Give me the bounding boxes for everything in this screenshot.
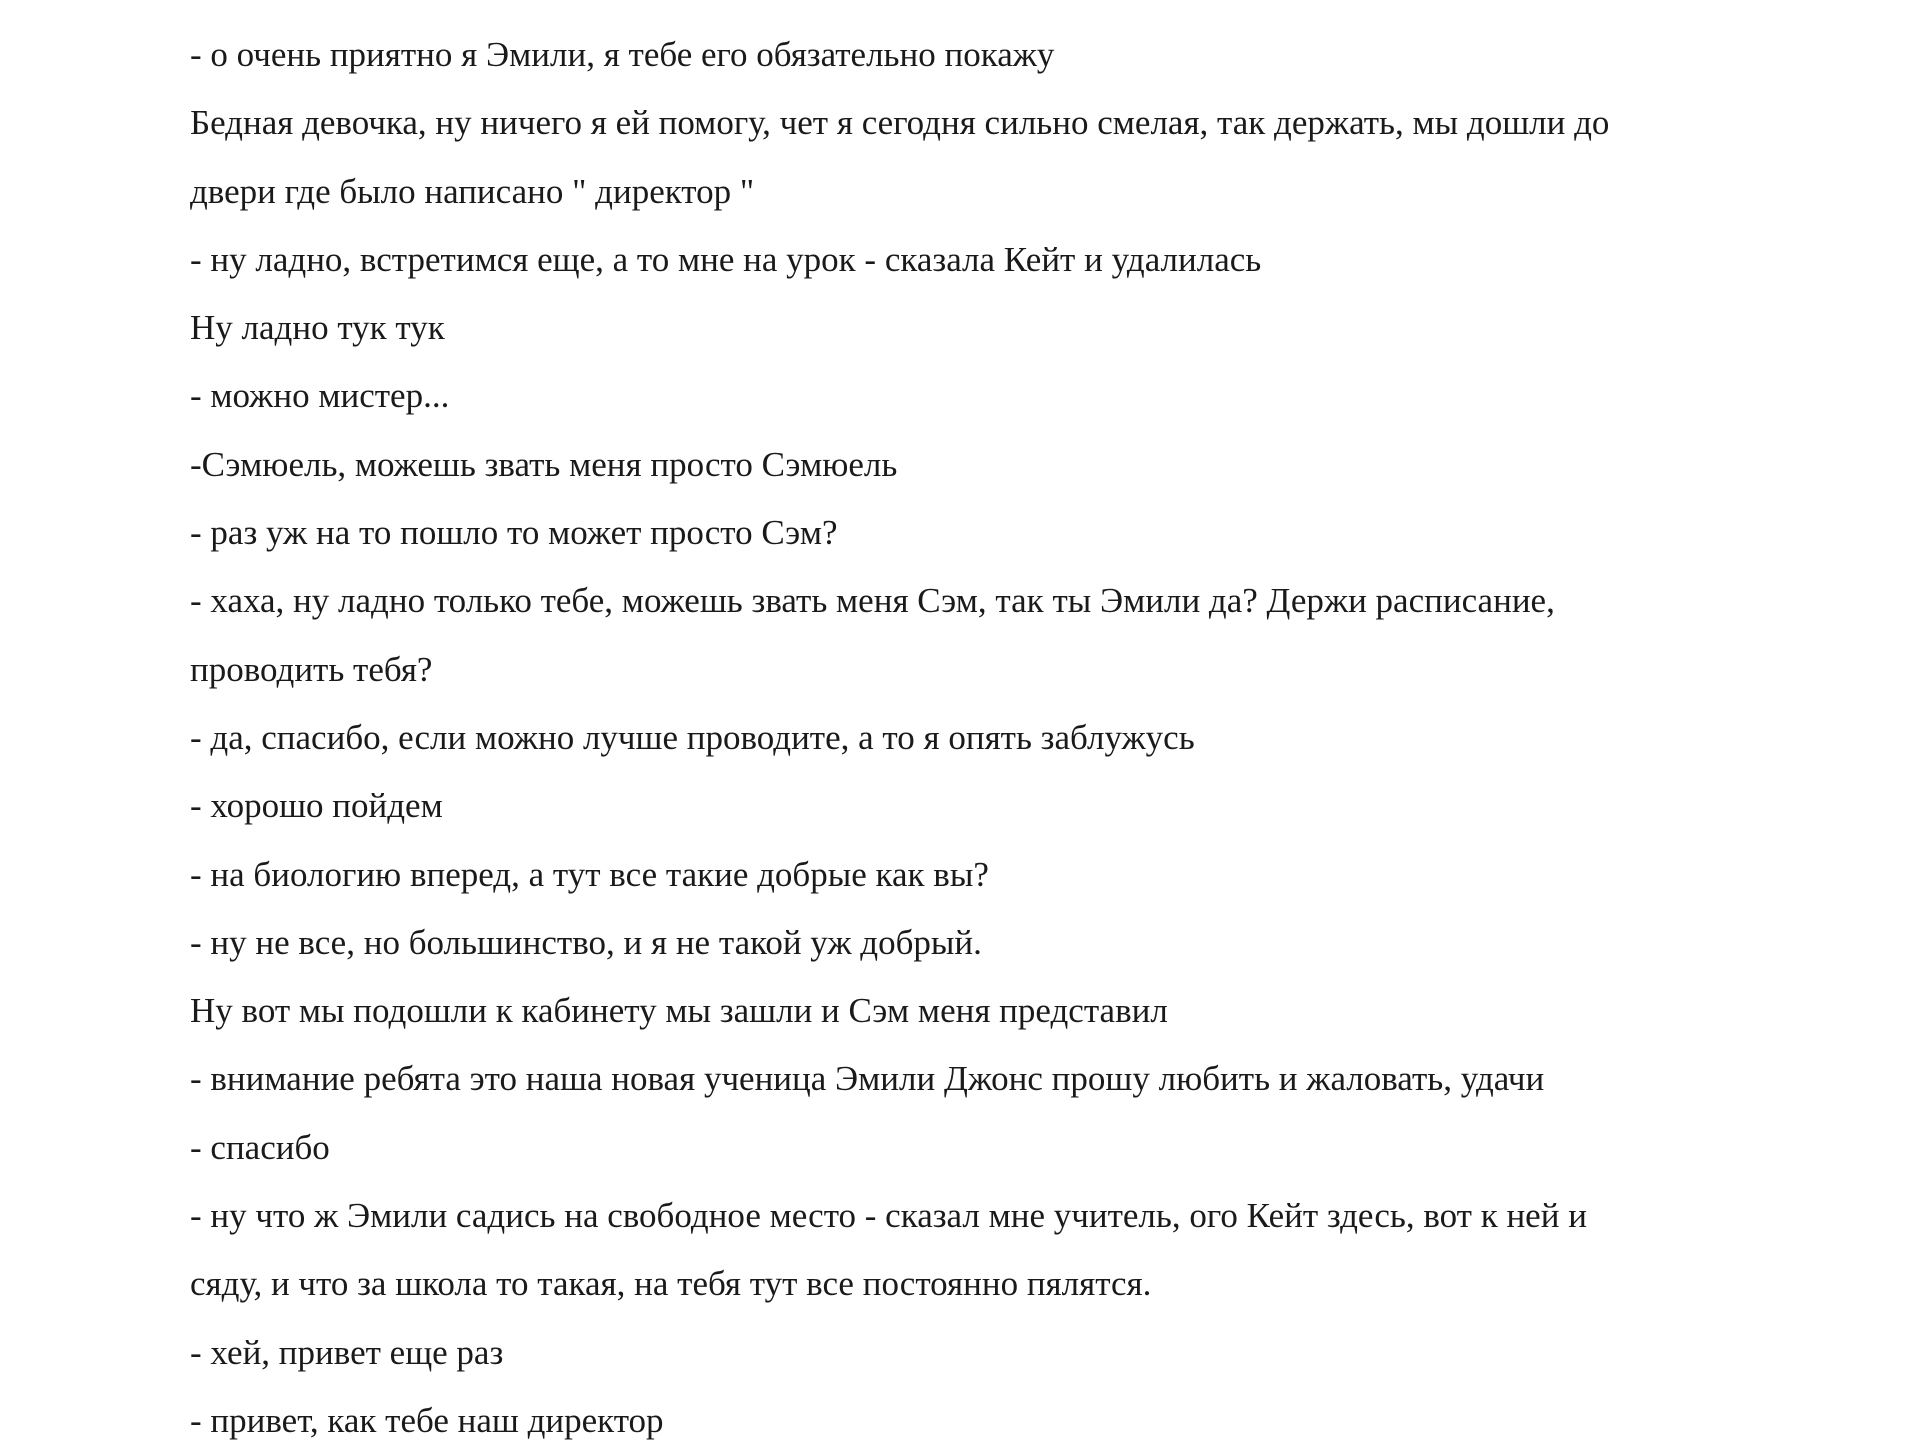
text-line-5: Ну ладно тук тук [190, 308, 445, 348]
story-text [190, 21, 1750, 1440]
text-line-12: - хорошо пойдем [190, 786, 443, 826]
text-line-16: - внимание ребята это наша новая ученица Эмили Джонс прошу любить и жаловать, удачи [190, 1059, 1545, 1099]
text-line-15: Ну вот мы подошли к кабинету мы зашли и Сэм меня представил [190, 991, 1168, 1031]
text-line-10: проводить тебя? [190, 649, 433, 689]
text-line-18: - ну что ж Эмили садись на свободное место - сказал мне учитель, ого Кейт здесь, вот к ней и [190, 1196, 1587, 1236]
text-line-3: двери где было написано " директор " [190, 171, 755, 211]
text-line-1: - о очень приятно я Эмили, я тебе его обязательно покажу [190, 35, 1055, 74]
text-line-17: - спасибо [190, 1127, 330, 1167]
text-line-4: - ну ладно, встретимся еще, а то мне на урок - сказала Кейт и удалилась [190, 239, 1262, 279]
text-line-2: Бедная девочка, ну ничего я ей помогу, чет я сегодня сильно смелая, так держать, мы дошли до [190, 103, 1610, 143]
text-line-6: - можно мистер... [190, 376, 450, 416]
text-line-13: - на биологию вперед, а тут все такие добрые как вы? [190, 854, 989, 894]
text-line-9: - хаха, ну ладно только тебе, можешь звать меня Сэм, так ты Эмили да? Держи расписание, [190, 581, 1555, 621]
text-line-20: - хей, привет еще раз [190, 1332, 504, 1372]
text-line-19: сяду, и что за школа то такая, на тебя тут все постоянно пялятся. [190, 1264, 1152, 1304]
text-line-11: - да, спасибо, если можно лучше проводите, а то я опять заблужусь [190, 717, 1195, 757]
text-line-21: - привет, как тебе наш директор [190, 1400, 664, 1440]
text-line-7: -Сэмюель, можешь звать меня просто Сэмюель [190, 444, 898, 484]
text-line-14: - ну не все, но большинство, и я не такой уж добрый. [190, 922, 982, 962]
text-line-8: - раз уж на то пошло то может просто Сэм? [190, 513, 838, 553]
